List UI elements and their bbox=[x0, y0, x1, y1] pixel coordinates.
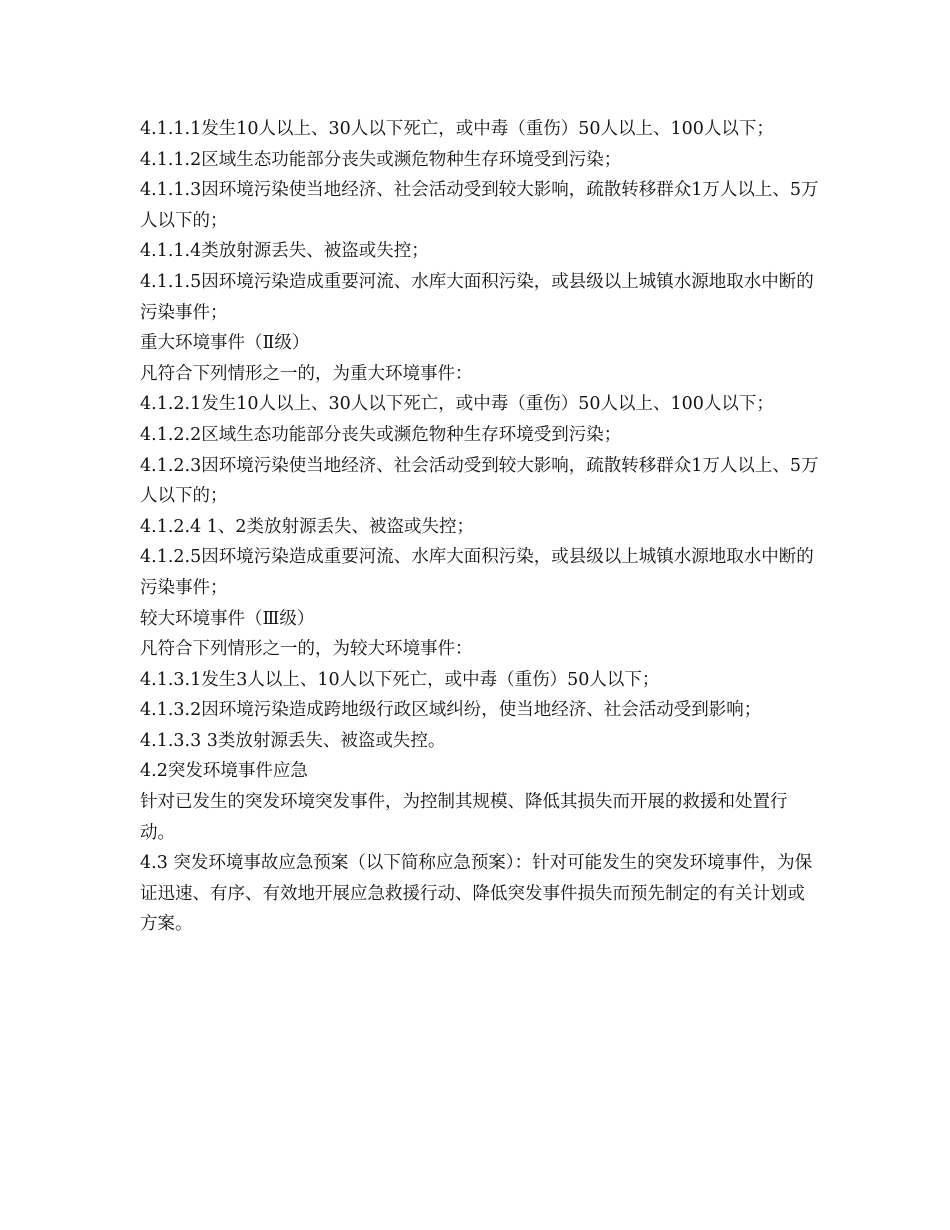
paragraph-4-2-definition: 针对已发生的突发环境突发事件，为控制其规模、降低其损失而开展的救援和处置行动。 bbox=[140, 792, 788, 843]
paragraph-4-1-3-3: 4.1.3.3 3类放射源丢失、被盗或失控。 bbox=[140, 730, 446, 751]
heading-major-event-level-2: 重大环境事件（Ⅱ级） bbox=[140, 333, 310, 354]
paragraph-4-1-1-1: 4.1.1.1发生10人以上、30人以下死亡，或中毒（重伤）50人以上、100人以下； bbox=[140, 119, 774, 139]
paragraph-4-1-2-5: 4.1.2.5因环境污染造成重要河流、水库大面积污染，或县级以上城镇水源地取水中断的污染事件； bbox=[140, 547, 814, 598]
paragraph-4-1-2-1: 4.1.2.1发生10人以上、30人以下死亡，或中毒（重伤）50人以上、100人以下； bbox=[140, 394, 774, 415]
paragraph-4-3-definition: 4.3 突发环境事故应急预案（以下简称应急预案）：针对可能发生的突发环境事件，为保证迅速、有序、有效地开展应急救援行动、降低突发事件损失而预先制定的有关计划或方案。 bbox=[140, 853, 813, 935]
paragraph-4-1-1-5: 4.1.1.5因环境污染造成重要河流、水库大面积污染，或县级以上城镇水源地取水中断的污染事件； bbox=[140, 271, 814, 323]
paragraph-4-1-3-1: 4.1.3.1发生3人以上、10人以下死亡，或中毒（重伤）50人以下； bbox=[140, 669, 660, 690]
paragraph-4-1-2-3: 4.1.2.3因环境污染使当地经济、社会活动受到较大影响，疏散转移群众1万人以上、5万人以下的； bbox=[140, 455, 819, 507]
document-body bbox=[140, 114, 820, 940]
paragraph-4-1-1-4: 4.1.1.4类放射源丢失、被盗或失控； bbox=[140, 241, 429, 262]
paragraph-4-1-2-2: 4.1.2.2区域生态功能部分丧失或濒危物种生存环境受到污染； bbox=[140, 424, 622, 445]
paragraph-4-1-3-2: 4.1.3.2因环境污染造成跨地级行政区域纠纷，使当地经济、社会活动受到影响； bbox=[140, 700, 762, 721]
paragraph-4-1-2-4: 4.1.2.4 1、2类放射源丢失、被盗或失控； bbox=[140, 516, 475, 537]
intro-major-event: 凡符合下列情形之一的，为重大环境事件： bbox=[140, 363, 473, 384]
heading-larger-event-level-3: 较大环境事件（Ⅲ级） bbox=[140, 608, 315, 629]
paragraph-4-1-1-2: 4.1.1.2区域生态功能部分丧失或濒危物种生存环境受到污染； bbox=[140, 149, 622, 170]
intro-larger-event: 凡符合下列情形之一的，为较大环境事件： bbox=[140, 639, 473, 660]
heading-4-2: 4.2突发环境事件应急 bbox=[140, 761, 308, 782]
paragraph-4-1-1-3: 4.1.1.3因环境污染使当地经济、社会活动受到较大影响，疏散转移群众1万人以上、5万人以下的； bbox=[140, 180, 819, 231]
